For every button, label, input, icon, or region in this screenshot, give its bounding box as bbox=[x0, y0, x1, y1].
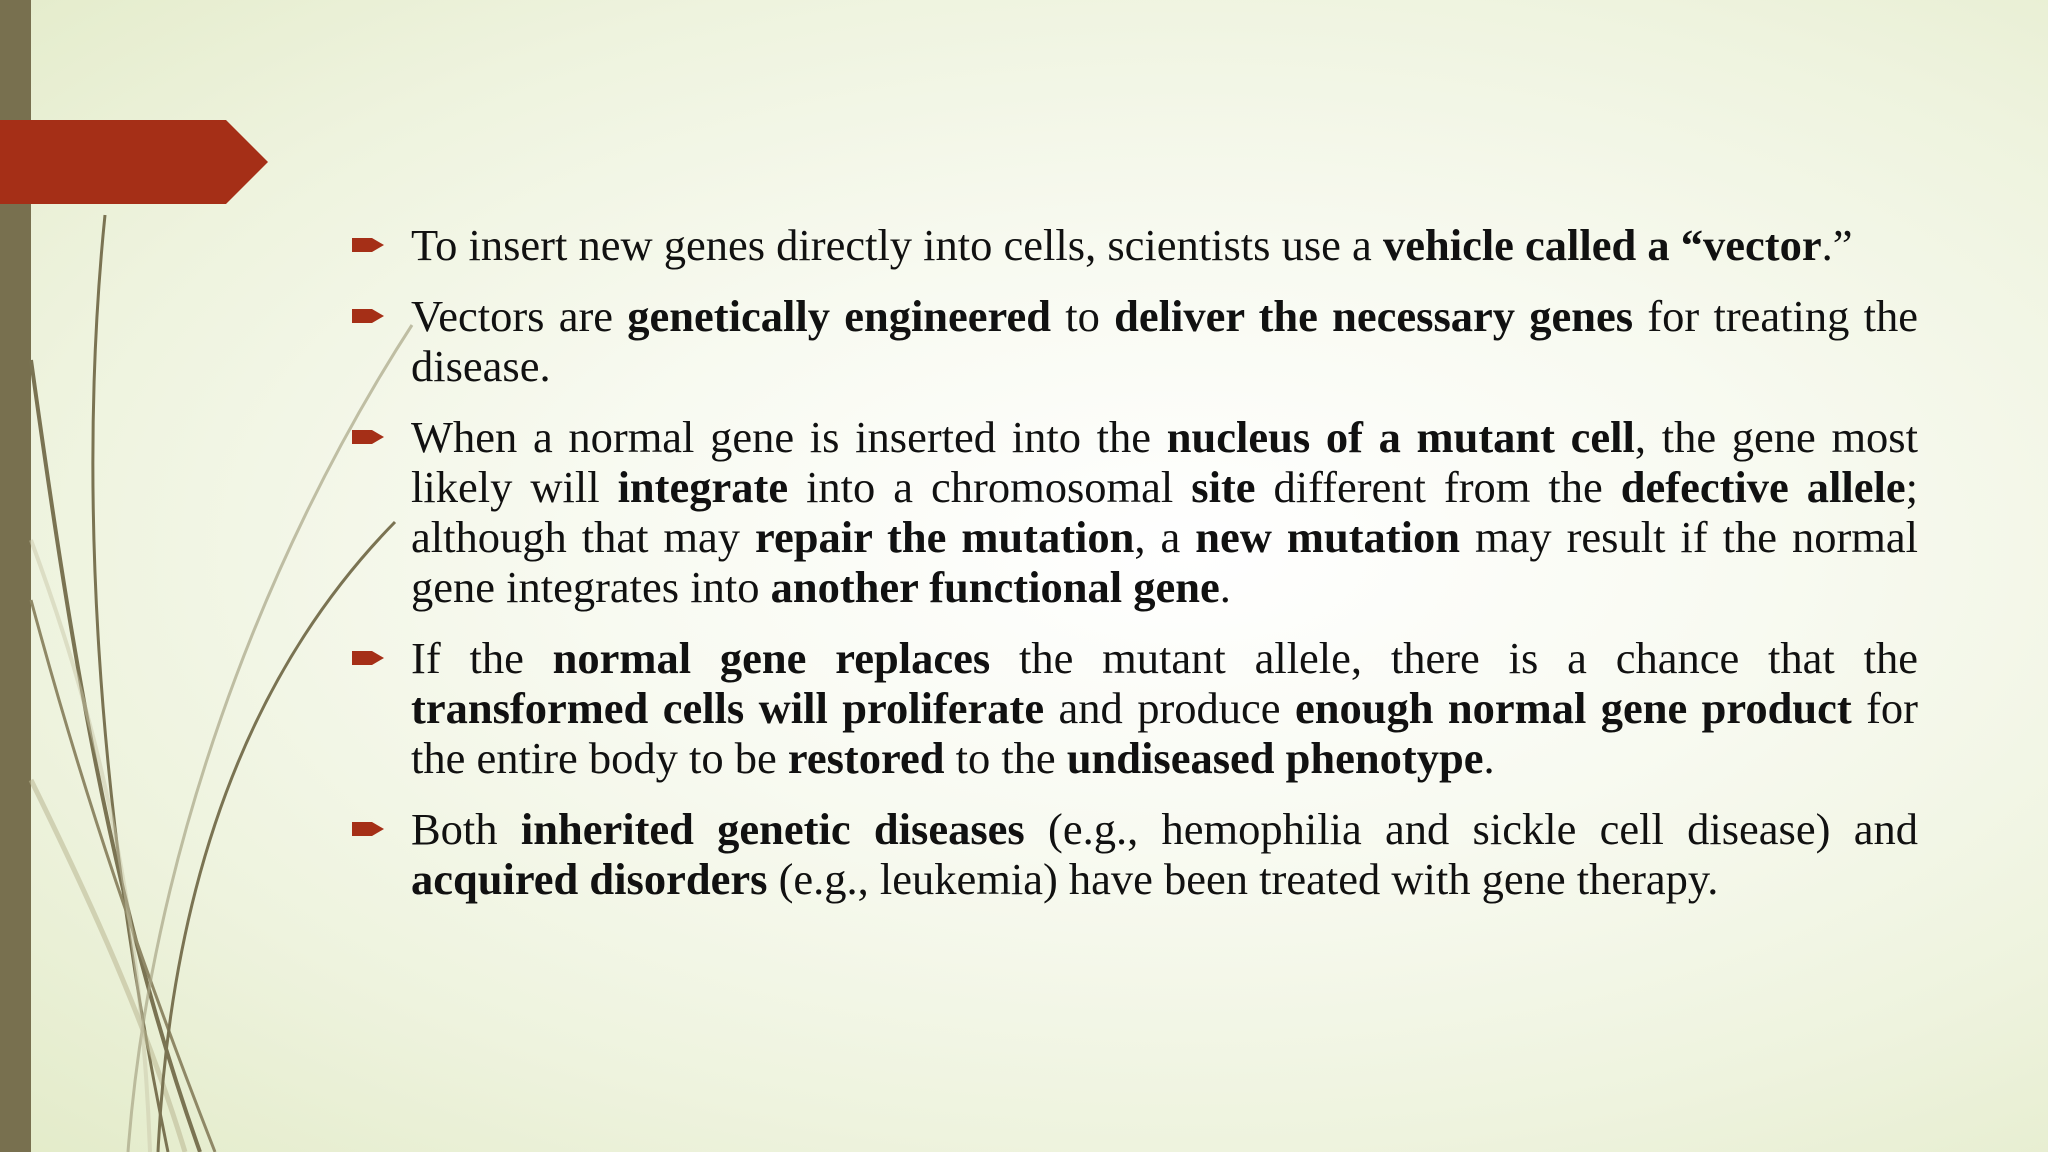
bullet-text: for the entire body to be bbox=[411, 683, 1918, 783]
bullet-bold-text: normal gene replaces bbox=[552, 633, 991, 683]
right-arrow-bullet-icon bbox=[352, 305, 386, 327]
bullet-text: .” bbox=[1821, 220, 1853, 270]
bullet-bold-text: acquired disorders bbox=[411, 854, 768, 904]
bullet-bold-text: inherited genetic diseases bbox=[520, 804, 1025, 854]
bullet-bold-text: undiseased phenotype bbox=[1066, 733, 1484, 783]
bullet-text: , the gene most likely will bbox=[411, 412, 1918, 512]
bullet-text: Vectors are bbox=[411, 291, 628, 341]
bullet-item bbox=[352, 220, 1918, 270]
bullet-text: ; although that may bbox=[411, 462, 1918, 562]
right-arrow-bullet-icon bbox=[352, 234, 386, 256]
bullet-bold-text: nucleus of a mutant cell bbox=[1166, 412, 1635, 462]
bullet-item bbox=[352, 804, 1918, 904]
bullet-text: to bbox=[1051, 291, 1115, 341]
bullet-text: To insert new genes directly into cells, scientists use a bbox=[411, 220, 1383, 270]
bullet-text: , a bbox=[1134, 512, 1196, 562]
slide-content bbox=[352, 220, 1918, 925]
bullet-bold-text: site bbox=[1191, 462, 1256, 512]
bullet-text: into a chromosomal bbox=[788, 462, 1192, 512]
bullet-bold-text: repair the mutation bbox=[755, 512, 1135, 562]
bullet-text: If the bbox=[411, 633, 553, 683]
bullet-bold-text: restored bbox=[787, 733, 945, 783]
bullet-text: (e.g., leukemia) have been treated with gene therapy. bbox=[767, 854, 1719, 904]
bullet-text: Both bbox=[411, 804, 521, 854]
bullet-item bbox=[352, 412, 1918, 612]
bullet-bold-text: another functional gene bbox=[770, 562, 1220, 612]
bullet-text: and produce bbox=[1044, 683, 1295, 733]
bullet-text: . bbox=[1219, 562, 1231, 612]
title-tab-shape bbox=[0, 120, 268, 204]
bullet-item bbox=[352, 291, 1918, 391]
right-arrow-bullet-icon bbox=[352, 818, 386, 840]
bullet-item bbox=[352, 633, 1918, 783]
right-arrow-bullet-icon bbox=[352, 647, 386, 669]
bullet-text: for treating the disease. bbox=[411, 291, 1919, 391]
bullet-text: When a normal gene is inserted into the bbox=[411, 412, 1167, 462]
bullet-bold-text: defective allele bbox=[1620, 462, 1906, 512]
bullet-text: (e.g., hemophilia and sickle cell disease) and bbox=[1024, 804, 1918, 854]
bullet-bold-text: vehicle called a “vector bbox=[1382, 220, 1822, 270]
bullet-bold-text: integrate bbox=[617, 462, 789, 512]
bullet-text: different from the bbox=[1255, 462, 1621, 512]
bullet-bold-text: enough normal gene product bbox=[1294, 683, 1852, 733]
bullet-bold-text: transformed cells will proliferate bbox=[411, 683, 1045, 733]
bullet-bold-text: deliver the necessary genes bbox=[1114, 291, 1634, 341]
bullet-text: the mutant allele, there is a chance that the bbox=[990, 633, 1918, 683]
bullet-text: . bbox=[1483, 733, 1495, 783]
bullet-list bbox=[352, 220, 1918, 904]
bullet-text: to the bbox=[944, 733, 1067, 783]
bullet-text: may result if the normal gene integrates into bbox=[411, 512, 1918, 612]
bullet-bold-text: genetically engineered bbox=[627, 291, 1052, 341]
right-arrow-bullet-icon bbox=[352, 426, 386, 448]
bullet-bold-text: new mutation bbox=[1195, 512, 1460, 562]
